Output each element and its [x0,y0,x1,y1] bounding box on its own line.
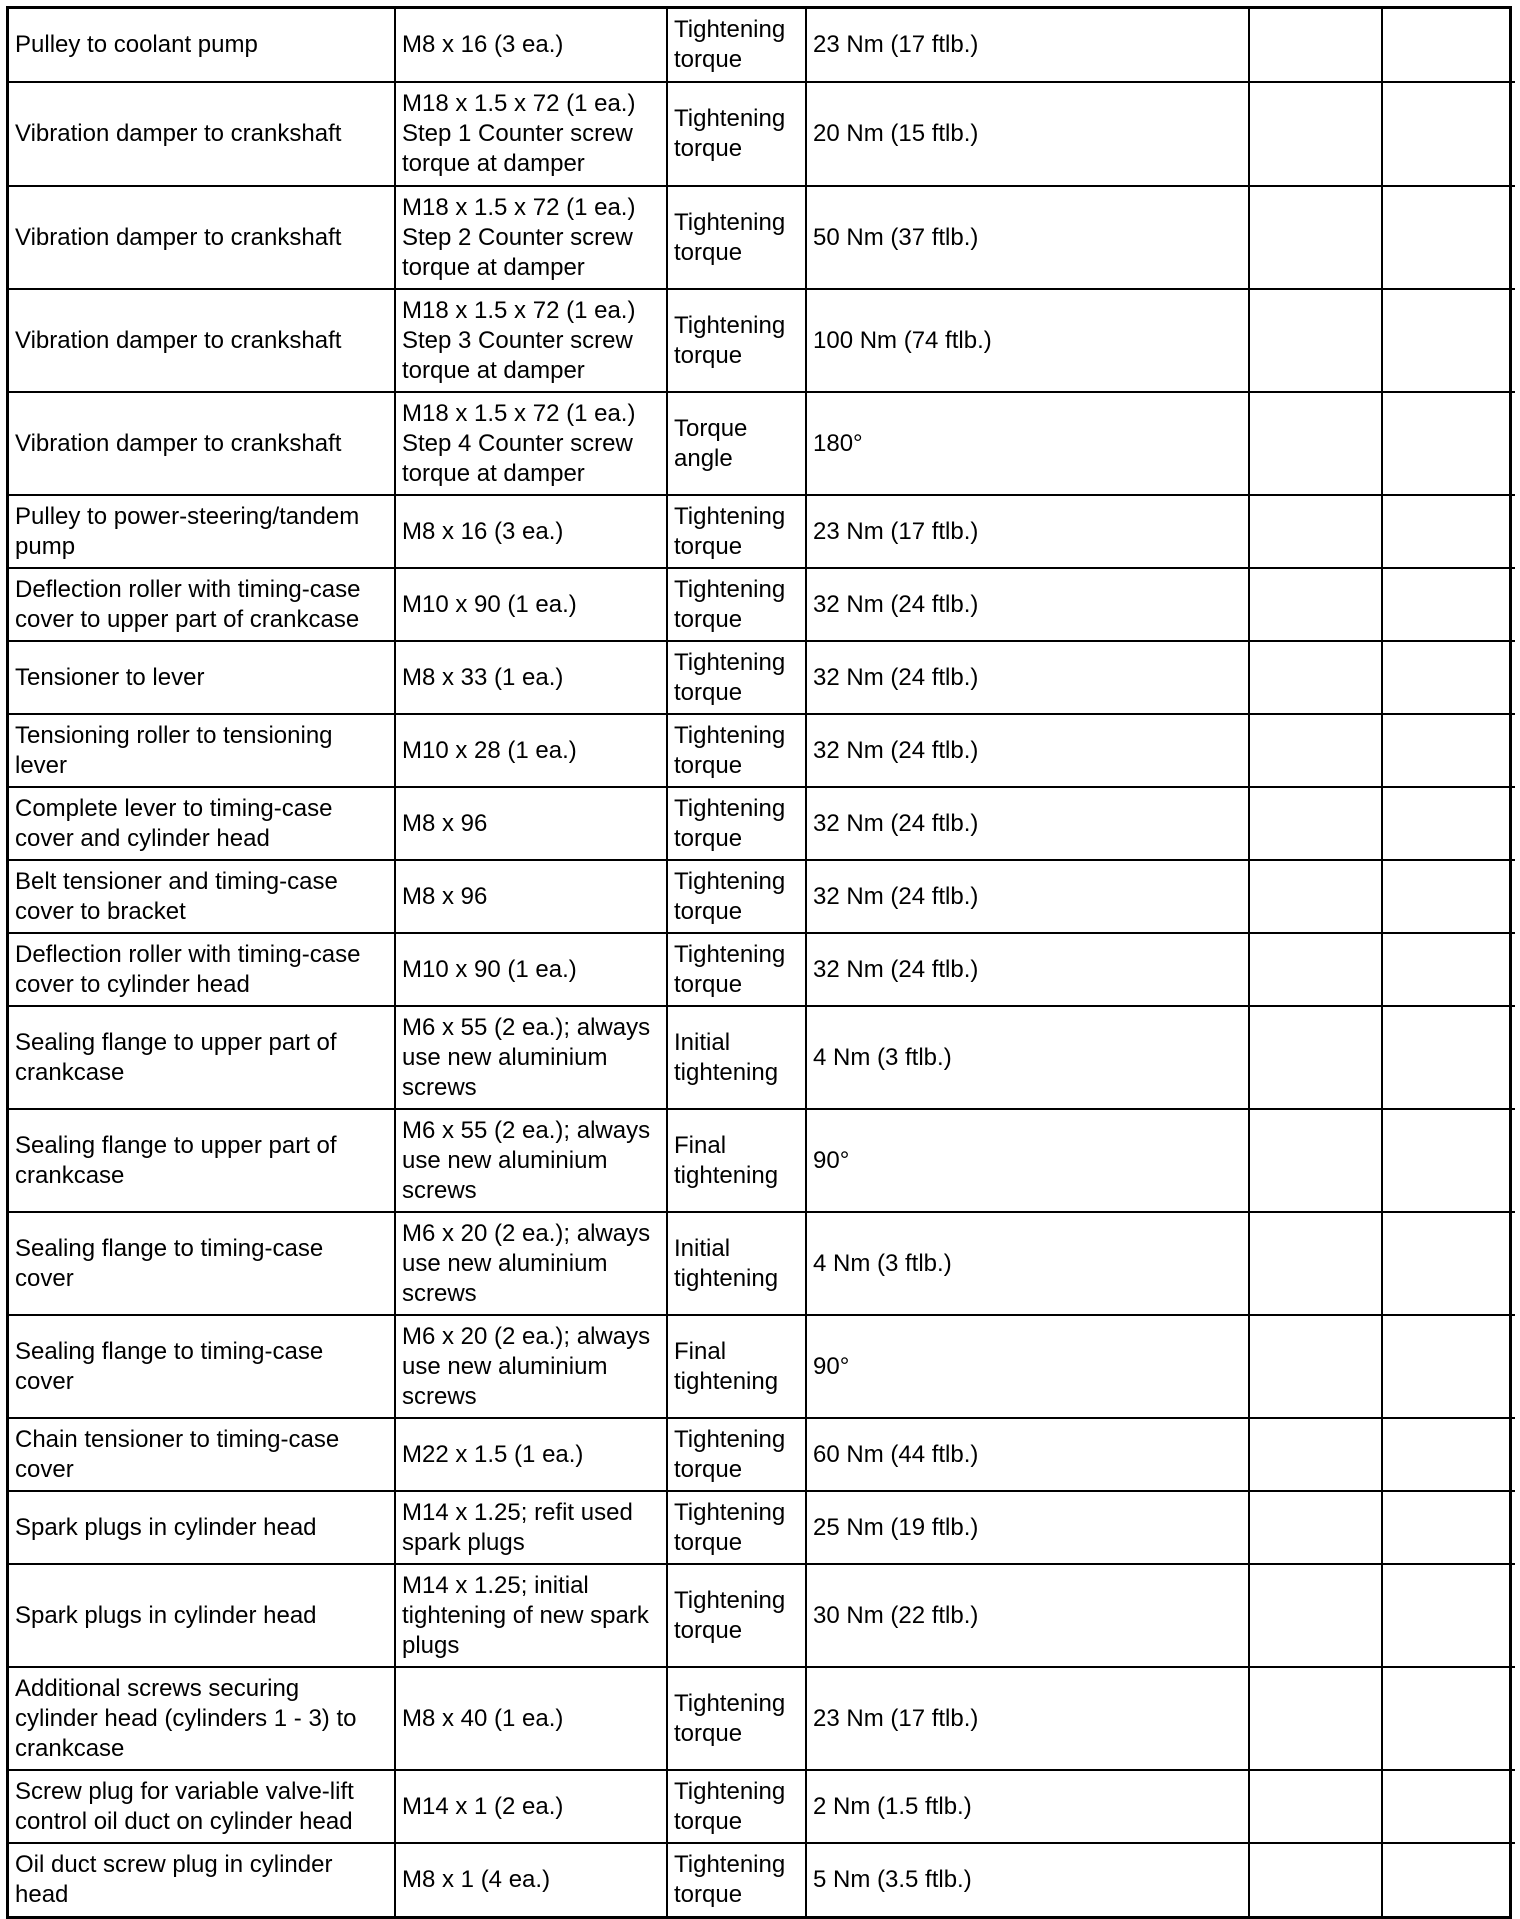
cell-value [806,289,1249,392]
cell-fastener-text: M18 x 1.5 x 72 (1 ea.) Step 4 Counter screw torque at damper [402,399,636,487]
cell-method-text: Tightening torque [674,940,786,998]
table-row [9,9,1515,82]
cell-method-text: Tightening torque [674,1851,786,1908]
cell-component-text: Spark plugs in cylinder head [15,1601,317,1629]
cell-value-text: 90° [813,1146,850,1174]
cell-component [9,1564,395,1667]
cell-fastener-text: M14 x 1.25; refit used spark plugs [402,1498,633,1556]
cell-value-text: 32 Nm (24 ftlb.) [813,955,979,983]
cell-method [667,1418,806,1491]
cell-method [667,787,806,860]
cell-value-text: 4 Nm (3 ftlb.) [813,1249,952,1277]
table-row [9,860,1515,933]
cell-component-text: Vibration damper to crankshaft [15,223,342,251]
cell-fastener-text: M6 x 20 (2 ea.); always use new aluminium screws [402,1219,651,1307]
cell-note1 [1249,186,1382,289]
cell-component-text: Pulley to power-steering/tandem pump [15,502,360,560]
cell-value-text: 23 Nm (17 ftlb.) [813,1704,979,1732]
cell-component-text: Vibration damper to crankshaft [15,429,342,457]
cell-note2 [1382,787,1515,860]
cell-method-text: Tightening torque [674,1425,786,1483]
cell-fastener-text: M22 x 1.5 (1 ea.) [402,1440,584,1468]
cell-fastener-text: M8 x 33 (1 ea.) [402,663,564,691]
cell-fastener [395,186,667,289]
cell-method [667,568,806,641]
table-row [9,1770,1515,1843]
cell-component-text: Sealing flange to upper part of crankcase [15,1028,337,1086]
cell-note1 [1249,82,1382,186]
cell-note2 [1382,289,1515,392]
cell-note2 [1382,860,1515,933]
cell-note2 [1382,1109,1515,1212]
cell-component-text: Deflection roller with timing-case cover to upper part of crankcase [15,575,361,633]
cell-fastener [395,1667,667,1770]
cell-component [9,1667,395,1770]
cell-note2 [1382,1212,1515,1315]
cell-method [667,392,806,495]
cell-note1 [1249,641,1382,714]
table-row [9,714,1515,787]
cell-method-text: Tightening torque [674,867,786,925]
cell-component-text: Spark plugs in cylinder head [15,1513,317,1541]
cell-method-text: Initial tightening [674,1234,779,1292]
cell-fastener-text: M14 x 1.25; initial tightening of new spark plugs [402,1571,649,1659]
torque-spec-table-body [9,9,1515,1916]
cell-fastener-text: M8 x 40 (1 ea.) [402,1704,564,1732]
cell-component-text: Vibration damper to crankshaft [15,326,342,354]
cell-method [667,714,806,787]
cell-value-text: 4 Nm (3 ftlb.) [813,1043,952,1071]
cell-note1 [1249,1418,1382,1491]
cell-component-text: Tensioning roller to tensioning lever [15,721,333,779]
cell-value-text: 32 Nm (24 ftlb.) [813,590,979,618]
cell-fastener [395,1564,667,1667]
cell-component [9,495,395,568]
cell-note2 [1382,495,1515,568]
table-row [9,1564,1515,1667]
cell-value [806,1212,1249,1315]
cell-note2 [1382,1491,1515,1564]
cell-fastener-text: M8 x 16 (3 ea.) [402,517,564,545]
cell-fastener-text: M10 x 28 (1 ea.) [402,736,577,764]
cell-note2 [1382,1843,1515,1916]
cell-method-text: Initial tightening [674,1028,779,1086]
cell-component [9,860,395,933]
cell-fastener [395,787,667,860]
table-row [9,289,1515,392]
cell-fastener-text: M6 x 55 (2 ea.); always use new aluminium screws [402,1116,651,1204]
cell-value [806,860,1249,933]
cell-note2 [1382,1315,1515,1418]
cell-component [9,289,395,392]
cell-value [806,1006,1249,1109]
cell-note1 [1249,714,1382,787]
cell-note1 [1249,933,1382,1006]
cell-component-text: Deflection roller with timing-case cover to cylinder head [15,940,361,998]
cell-method [667,1843,806,1916]
cell-value-text: 32 Nm (24 ftlb.) [813,663,979,691]
cell-component-text: Screw plug for variable valve-lift control oil duct on cylinder head [15,1777,354,1835]
cell-component-text: Complete lever to timing-case cover and cylinder head [15,794,333,852]
cell-component [9,1212,395,1315]
table-row [9,1315,1515,1418]
cell-fastener [395,568,667,641]
cell-value [806,186,1249,289]
cell-note1 [1249,568,1382,641]
cell-value [806,641,1249,714]
cell-value [806,568,1249,641]
cell-component-text: Vibration damper to crankshaft [15,120,342,147]
cell-note2 [1382,1564,1515,1667]
cell-fastener [395,1109,667,1212]
cell-note1 [1249,495,1382,568]
cell-value-text: 32 Nm (24 ftlb.) [813,809,979,837]
cell-note2 [1382,641,1515,714]
table-row [9,1006,1515,1109]
cell-fastener [395,392,667,495]
cell-method [667,9,806,82]
cell-method-text: Final tightening [674,1337,779,1395]
cell-fastener [395,714,667,787]
cell-method-text: Tightening torque [674,648,786,706]
table-row [9,1212,1515,1315]
cell-method [667,1667,806,1770]
torque-spec-sheet [6,6,1512,1919]
cell-value-text: 25 Nm (19 ftlb.) [813,1513,979,1541]
cell-note2 [1382,1418,1515,1491]
cell-note2 [1382,82,1515,186]
cell-fastener [395,1006,667,1109]
cell-fastener [395,1418,667,1491]
cell-value-text: 20 Nm (15 ftlb.) [813,120,979,147]
cell-method-text: Torque angle [674,414,748,472]
cell-note1 [1249,1006,1382,1109]
cell-fastener-text: M8 x 16 (3 ea.) [402,31,564,58]
cell-method [667,1212,806,1315]
cell-fastener [395,641,667,714]
cell-fastener-text: M6 x 55 (2 ea.); always use new aluminium screws [402,1013,651,1101]
cell-value-text: 180° [813,429,863,457]
cell-method-text: Tightening torque [674,721,786,779]
cell-method-text: Tightening torque [674,1689,786,1747]
cell-component-text: Oil duct screw plug in cylinder head [15,1851,333,1908]
cell-value [806,495,1249,568]
cell-value [806,1843,1249,1916]
cell-method [667,289,806,392]
table-row [9,1491,1515,1564]
cell-note2 [1382,714,1515,787]
cell-fastener-text: M8 x 1 (4 ea.) [402,1866,551,1893]
table-row [9,933,1515,1006]
cell-fastener-text: M8 x 96 [402,809,488,837]
cell-value [806,933,1249,1006]
cell-value-text: 50 Nm (37 ftlb.) [813,223,979,251]
cell-method [667,1491,806,1564]
cell-value [806,392,1249,495]
table-row [9,1843,1515,1916]
cell-note1 [1249,1109,1382,1212]
cell-component-text: Pulley to coolant pump [15,31,258,58]
cell-component [9,1843,395,1916]
cell-method [667,186,806,289]
table-row [9,787,1515,860]
cell-component [9,1006,395,1109]
cell-method-text: Tightening torque [674,105,786,162]
cell-value-text: 100 Nm (74 ftlb.) [813,326,992,354]
cell-method [667,495,806,568]
cell-fastener [395,82,667,186]
cell-method [667,1564,806,1667]
cell-component [9,1109,395,1212]
cell-method [667,641,806,714]
cell-value [806,9,1249,82]
cell-component [9,82,395,186]
cell-note1 [1249,9,1382,82]
cell-component [9,1770,395,1843]
cell-component [9,1315,395,1418]
cell-value-text: 90° [813,1352,850,1380]
cell-method-text: Tightening torque [674,208,786,266]
cell-note1 [1249,860,1382,933]
cell-value [806,1564,1249,1667]
cell-component [9,1418,395,1491]
cell-note2 [1382,933,1515,1006]
cell-method [667,82,806,186]
table-row [9,1667,1515,1770]
cell-fastener-text: M10 x 90 (1 ea.) [402,955,577,983]
cell-component [9,787,395,860]
table-row [9,1109,1515,1212]
cell-fastener [395,289,667,392]
cell-note2 [1382,186,1515,289]
cell-method-text: Tightening torque [674,16,786,73]
cell-note1 [1249,1212,1382,1315]
table-row [9,495,1515,568]
cell-method [667,1109,806,1212]
cell-method-text: Tightening torque [674,1586,786,1644]
cell-value-text: 23 Nm (17 ftlb.) [813,31,979,58]
cell-method [667,860,806,933]
cell-component-text: Sealing flange to timing-case cover [15,1234,324,1292]
cell-note1 [1249,1843,1382,1916]
cell-note1 [1249,1491,1382,1564]
cell-value [806,82,1249,186]
cell-component [9,186,395,289]
cell-value-text: 23 Nm (17 ftlb.) [813,517,979,545]
cell-note2 [1382,1770,1515,1843]
cell-method-text: Tightening torque [674,794,786,852]
cell-note2 [1382,1667,1515,1770]
cell-component-text: Belt tensioner and timing-case cover to bracket [15,867,338,925]
cell-component [9,9,395,82]
table-row [9,641,1515,714]
table-row [9,186,1515,289]
cell-method [667,1006,806,1109]
cell-note1 [1249,787,1382,860]
cell-fastener-text: M18 x 1.5 x 72 (1 ea.) Step 2 Counter screw torque at damper [402,193,636,281]
cell-component [9,1491,395,1564]
cell-value-text: 32 Nm (24 ftlb.) [813,882,979,910]
cell-component-text: Additional screws securing cylinder head (cylinders 1 - 3) to crankcase [15,1674,357,1762]
cell-method-text: Tightening torque [674,575,786,633]
cell-fastener-text: M18 x 1.5 x 72 (1 ea.) Step 1 Counter screw torque at damper [402,90,636,177]
cell-fastener-text: M8 x 96 [402,882,488,910]
cell-method-text: Tightening torque [674,311,786,369]
cell-value-text: 32 Nm (24 ftlb.) [813,736,979,764]
cell-value [806,787,1249,860]
cell-fastener [395,1212,667,1315]
cell-value [806,1491,1249,1564]
cell-note1 [1249,289,1382,392]
cell-fastener-text: M6 x 20 (2 ea.); always use new aluminium screws [402,1322,651,1410]
cell-component [9,641,395,714]
cell-fastener [395,933,667,1006]
cell-fastener [395,1491,667,1564]
cell-note1 [1249,1564,1382,1667]
cell-component [9,568,395,641]
cell-fastener [395,9,667,82]
cell-value-text: 60 Nm (44 ftlb.) [813,1440,979,1468]
cell-method-text: Tightening torque [674,1777,786,1835]
table-row [9,392,1515,495]
cell-component-text: Chain tensioner to timing-case cover [15,1425,340,1483]
cell-value [806,1770,1249,1843]
cell-fastener [395,495,667,568]
cell-value [806,1418,1249,1491]
cell-method [667,1770,806,1843]
cell-method [667,1315,806,1418]
cell-component [9,714,395,787]
torque-spec-table [9,9,1515,1916]
cell-note1 [1249,1315,1382,1418]
cell-fastener [395,1770,667,1843]
cell-value [806,1315,1249,1418]
cell-note2 [1382,568,1515,641]
cell-component-text: Sealing flange to timing-case cover [15,1337,324,1395]
cell-value [806,1109,1249,1212]
cell-note2 [1382,9,1515,82]
table-row [9,568,1515,641]
cell-fastener-text: M10 x 90 (1 ea.) [402,590,577,618]
cell-note2 [1382,392,1515,495]
cell-note2 [1382,1006,1515,1109]
cell-value-text: 30 Nm (22 ftlb.) [813,1601,979,1629]
cell-component [9,392,395,495]
cell-value-text: 5 Nm (3.5 ftlb.) [813,1866,972,1893]
cell-component-text: Sealing flange to upper part of crankcase [15,1131,337,1189]
cell-fastener [395,1315,667,1418]
table-row [9,1418,1515,1491]
cell-value [806,714,1249,787]
cell-value [806,1667,1249,1770]
table-row [9,82,1515,186]
cell-note1 [1249,1770,1382,1843]
cell-value-text: 2 Nm (1.5 ftlb.) [813,1792,972,1820]
cell-method-text: Tightening torque [674,1498,786,1556]
cell-method [667,933,806,1006]
cell-method-text: Tightening torque [674,502,786,560]
cell-fastener-text: M18 x 1.5 x 72 (1 ea.) Step 3 Counter screw torque at damper [402,296,636,384]
cell-method-text: Final tightening [674,1131,779,1189]
cell-note1 [1249,1667,1382,1770]
cell-fastener-text: M14 x 1 (2 ea.) [402,1792,564,1820]
cell-fastener [395,1843,667,1916]
cell-component [9,933,395,1006]
cell-fastener [395,860,667,933]
cell-note1 [1249,392,1382,495]
cell-component-text: Tensioner to lever [15,663,205,691]
